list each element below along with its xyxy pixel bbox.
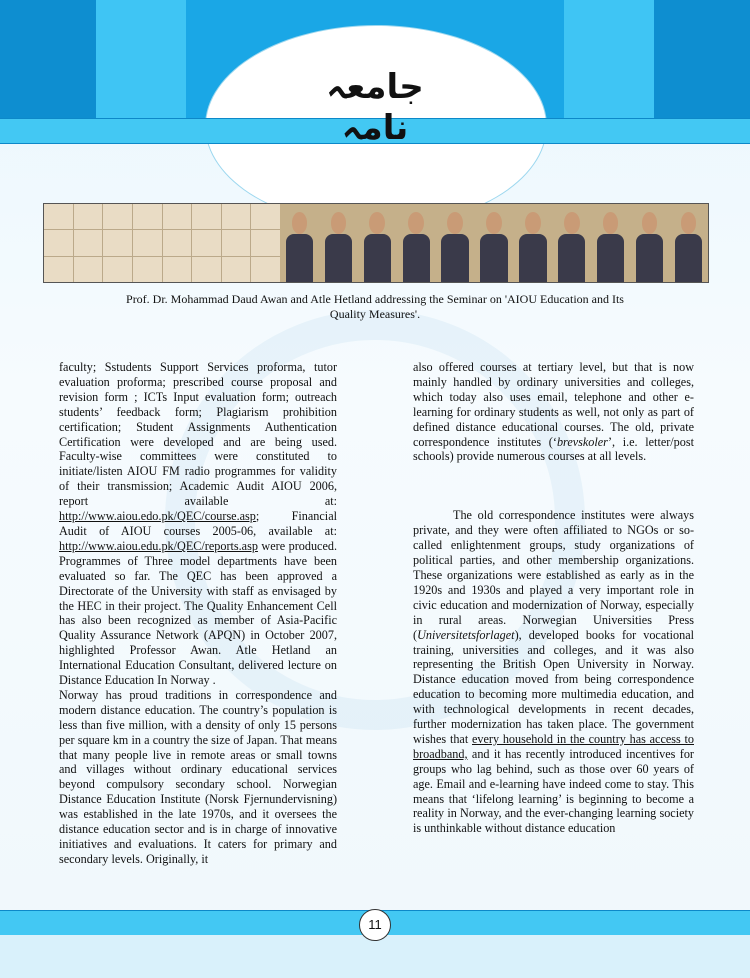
paragraph: also offered courses at tertiary level, but that is now mainly handled by ordinary universities and colleges, which today also uses email, telephone and other e-learning for ordinary students as well, not only as part of defined distance educational courses. The old, private correspondence institutes (‘brevskoler’, i.e. letter/post schools) provide numerous courses at all levels. <box>413 360 694 464</box>
link-reports[interactable]: http://www.aiou.edu.pk/QEC/reports.asp <box>59 538 258 553</box>
page-number: 11 <box>359 909 391 941</box>
column-left <box>59 360 337 867</box>
magazine-title: جامعہ نامہ <box>326 67 424 148</box>
paragraph: The old correspondence institutes were always private, and they were often affiliated to NGOs or so-called enlightenment groups, study organizations of political parties, and other membership organizations. These organizations were established as early as in the 1920s and 1930s and played a very important role in civic education and modernization of Norway, especially in rural areas. Norwegian Universities Press (Universitetsforlaget), developed books for vocational training, universities and colleges, and it was also representing the British Open University in Norway. Distance education moved from being correspondence education to becoming more multimedia education, and with technological developments in recent decades, further modernization has taken place. The government wishes that every household in the country has access to broadband, and it has recently introduced incentives for groups who lag behind, such as those over 60 years of age. Email and e-learning have indeed come to stay. This means that ‘lifelong learning’ is beginning to become a reality in Norway, and the ever-changing learning society is unthinkable without distance education <box>413 508 694 836</box>
photo-caption: Prof. Dr. Mohammad Daud Awan and Atle Hetland addressing the Seminar on 'AIOU Education and Its Quality Measures'. <box>126 292 624 321</box>
link-course[interactable]: http://www.aiou.edo.pk/QEC/course.asp <box>59 509 256 524</box>
column-right <box>413 360 694 836</box>
photo-collage <box>44 204 280 282</box>
paragraph: faculty; Sstudents Support Services proforma, tutor evaluation proforma; prescribed course proposal and revision form ; ICTs Input evaluation form; outreach students’ feedback form; Plagiarism prohibition certification; Student Assignments Authentication Certification were developed and are being used. Faculty-wise committees were constituted to initiate/listen AIOU FM radio programmes for validity of their transmission; Academic Audit AIOU 2006, report available at: http://www.aiou.edo.pk/QEC/course.asp; Financial Audit of AIOU courses 2005-06, available at: http://www.aiou.edu.pk/QEC/reports.asp were produced. Programmes of Three model departments have been evaluated so far. The QEC has been approved a Directorate of the University with staff as envisaged by the HEC in their project. The Quality Enhancement Cell has also been recognized as member of Asia-Pacific Quality Assurance Network (APQN) in October 2007, highlighted Professor Awan. Atle Hetland an International Education Consultant, delivered lecture on Distance Education In Norway . <box>59 360 337 688</box>
paragraph: Norway has proud traditions in correspondence and modern distance education. The country’s population is less than five million, with a density of only 15 persons per square km in a country the size of Japan. That means that many people live in remote areas or small towns and villages without ordinary educational services beyond compulsory secondary school. Norwegian Distance Education Institute (Norsk Fjernundervisning) was established in the late 1970s, and it oversees the distance education sector and is in charge of innovative initiatives and evaluations. It caters for primary and secondary levels. Originally, it <box>59 687 337 866</box>
panel-photo <box>280 204 708 282</box>
seminar-photo <box>43 203 709 283</box>
footer-band <box>0 935 750 978</box>
